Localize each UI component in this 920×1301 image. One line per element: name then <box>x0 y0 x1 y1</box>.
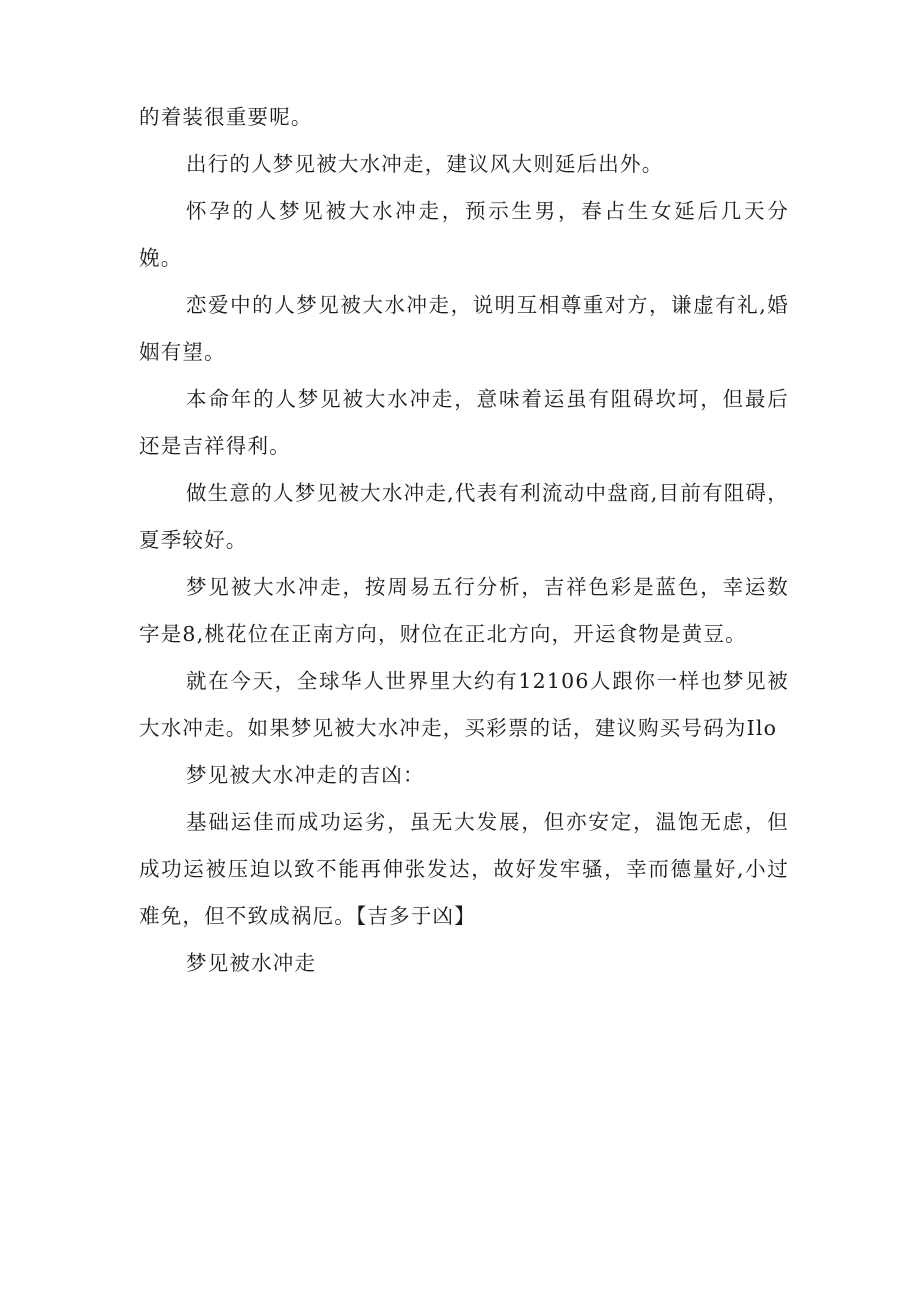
paragraph: 的着装很重要呢。 <box>139 105 313 129</box>
paragraph: 本命年的人梦见被大水冲走，意味着运虽有阻碍坎坷，但最后还是吉祥得利。 <box>139 387 789 458</box>
paragraph: 梦见被大水冲走的吉凶： <box>186 763 425 787</box>
paragraph: 恋爱中的人梦见被大水冲走，说明互相尊重对方，谦虚有礼,婚姻有望。 <box>139 293 789 364</box>
paragraph: 怀孕的人梦见被大水冲走，预示生男，春占生女延后几天分娩。 <box>139 199 789 270</box>
paragraph: 就在今天，全球华人世界里大约有12106人跟你一样也梦见被大水冲走。如果梦见被大水冲走，买彩票的话，建议购买号码为Ilo <box>139 669 789 740</box>
paragraph: 出行的人梦见被大水冲走，建议风大则延后出外。 <box>186 152 664 176</box>
paragraph: 做生意的人梦见被大水冲走,代表有利流动中盘商,目前有阻碍，夏季较好。 <box>139 481 789 552</box>
paragraph: 基础运佳而成功运劣，虽无大发展，但亦安定，温饱无虑，但成功运被压迫以致不能再伸张发达，故好发牢骚，幸而德量好,小过难免，但不致成祸厄。【吉多于凶】 <box>139 810 789 928</box>
paragraph: 梦见被大水冲走，按周易五行分析，吉祥色彩是蓝色，幸运数字是8,桃花位在正南方向，财位在正北方向，开运食物是黄豆。 <box>139 575 789 646</box>
paragraph: 梦见被水冲走 <box>186 951 317 975</box>
document-body <box>139 94 789 987</box>
